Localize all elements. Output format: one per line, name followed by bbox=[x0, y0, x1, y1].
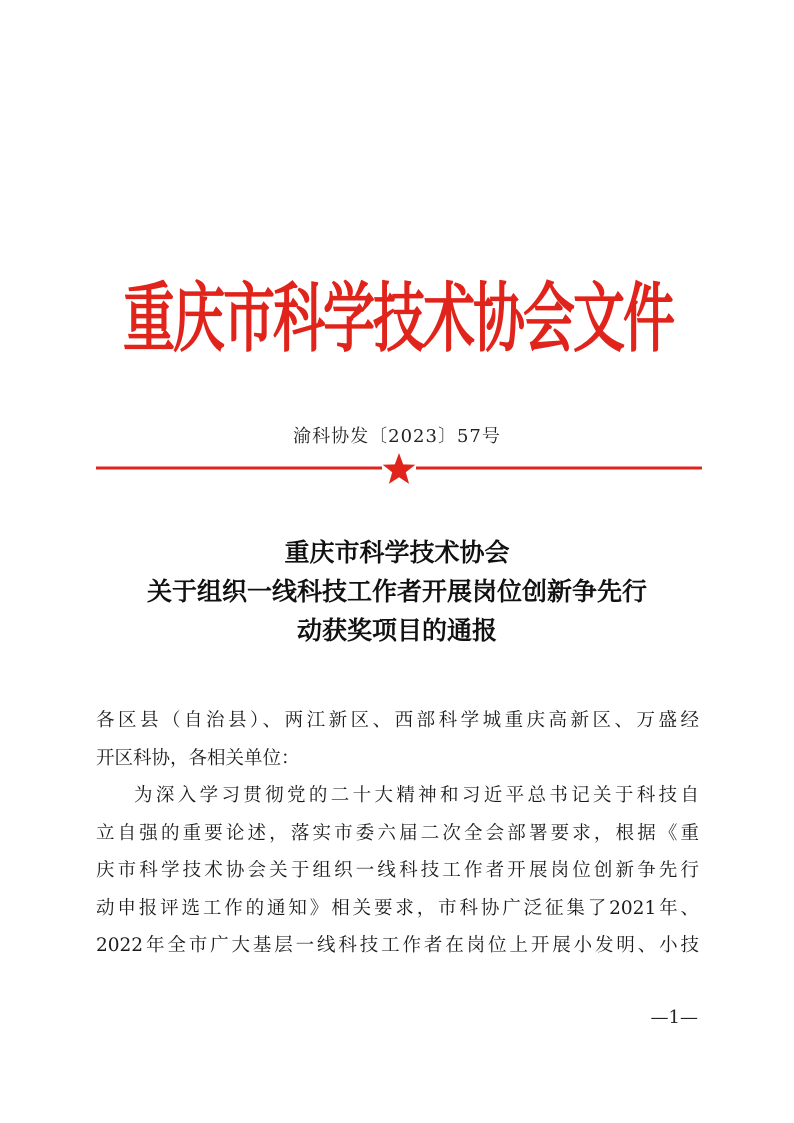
document-body bbox=[96, 702, 699, 965]
paragraph-1 bbox=[96, 777, 699, 965]
star-icon bbox=[383, 453, 416, 484]
document-title bbox=[0, 533, 794, 650]
paragraph-1-line-3: 庆市科学技术协会关于组织一线科技工作者开展岗位创新争先行 bbox=[96, 860, 699, 881]
paragraph-1-line-5: 2022年全市广大基层一线科技工作者在岗位上开展小发明、小技 bbox=[96, 935, 699, 956]
salutation-line-2: 开区科协，各相关单位： bbox=[96, 747, 300, 769]
title-line-2: 关于组织一线科技工作者开展岗位创新争先行 bbox=[146, 577, 647, 606]
document-masthead bbox=[92, 248, 704, 393]
page-number: —1— bbox=[650, 1007, 698, 1028]
paragraph-1-line-4: 动申报评选工作的通知》相关要求，市科协广泛征集了2021年、 bbox=[96, 897, 699, 919]
title-line-1: 重庆市科学技术协会 bbox=[284, 538, 510, 567]
paragraph-1-line-2: 立自强的重要论述，落实市委六届二次全会部署要求，根据《重 bbox=[96, 822, 699, 844]
title-line-3: 动获奖项目的通报 bbox=[296, 616, 497, 645]
masthead-text: 重庆市科学技术协会文件 bbox=[122, 276, 673, 364]
salutation-line-1: 各区县（自治县）、两江新区、西部科学城重庆高新区、万盛经 bbox=[96, 710, 699, 731]
salutation bbox=[96, 702, 699, 777]
paragraph-1-line-1: 为深入学习贯彻党的二十大精神和习近平总书记关于科技自 bbox=[134, 785, 699, 806]
document-number: 渝科协发〔2023〕57号 bbox=[293, 426, 501, 447]
red-divider bbox=[96, 452, 702, 486]
